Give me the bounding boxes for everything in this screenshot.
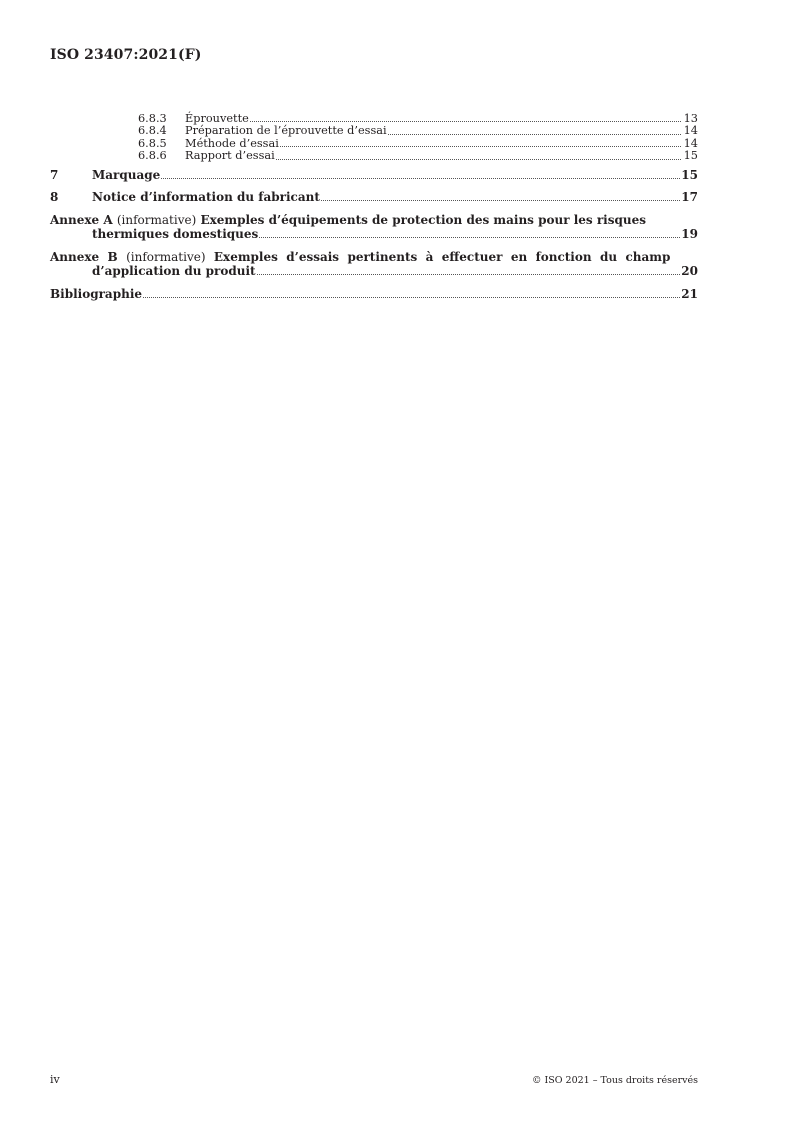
toc-entry-number: 6.8.6 [138, 149, 167, 163]
annex-label: Annexe B [50, 249, 118, 264]
annex-title-line2: d’application du produit [92, 263, 256, 278]
toc-entry-annex-a[interactable] [50, 213, 698, 241]
toc-entry-title: Marquage [92, 167, 161, 182]
toc-entry-6-8-6[interactable] [50, 150, 698, 162]
dot-leader [280, 145, 681, 147]
document-id-header: ISO 23407:2021(F) [50, 47, 202, 63]
dot-leader [388, 133, 681, 135]
dot-leader [250, 120, 681, 122]
toc-entry-page: 19 [681, 226, 698, 241]
annex-heading-continuation [50, 227, 698, 241]
dot-leader [143, 296, 680, 298]
annex-heading-line [50, 250, 698, 264]
table-of-contents [50, 113, 698, 301]
toc-entry-page: 15 [681, 167, 698, 182]
toc-entry-title: Préparation de l’éprouvette d’essai [185, 124, 387, 138]
toc-entry-number: 7 [50, 167, 59, 182]
toc-entry-number: 6.8.3 [138, 112, 167, 125]
annex-title-line1: Exemples d’équipements de protection des mains pour les risques [200, 212, 646, 227]
toc-entry-title: Éprouvette [185, 112, 249, 125]
annex-title-line1: Exemples d’essais pertinents à effectuer en fonction du champ [213, 249, 671, 264]
dot-leader [257, 273, 681, 275]
toc-entry-page: 14 [683, 136, 698, 150]
toc-entry-number: 8 [50, 189, 59, 204]
toc-entry-page: 13 [683, 112, 698, 125]
toc-entry-bibliography[interactable] [50, 287, 698, 301]
toc-entry-number: 6.8.5 [138, 136, 167, 150]
annex-label: Annexe A [50, 212, 113, 227]
dot-leader [161, 177, 680, 179]
dot-leader [259, 236, 680, 238]
annex-heading-line [50, 213, 698, 227]
dot-leader [321, 199, 680, 201]
copyright-notice: © ISO 2021 – Tous droits réservés [531, 1075, 698, 1086]
annex-type: (informative) [126, 249, 206, 264]
toc-entry-title: Rapport d’essai [185, 149, 275, 163]
toc-entry-number: 6.8.4 [138, 124, 167, 138]
toc-entry-page: 15 [683, 149, 698, 163]
toc-entry-page: 14 [683, 124, 698, 138]
dot-leader [276, 158, 681, 160]
toc-entry-6-8-4[interactable] [50, 125, 698, 137]
toc-entry-title: Méthode d’essai [185, 136, 279, 150]
toc-entry-page: 17 [681, 189, 698, 204]
annex-title-line2: thermiques domestiques [92, 226, 259, 241]
annex-type: (informative) [116, 212, 197, 227]
toc-entry-8[interactable] [50, 190, 698, 204]
annex-heading-continuation [50, 264, 698, 278]
toc-entry-page: 20 [681, 263, 698, 278]
page-number: iv [50, 1073, 60, 1086]
toc-entry-page: 21 [681, 286, 698, 301]
toc-entry-annex-b[interactable] [50, 250, 698, 278]
toc-entry-7[interactable] [50, 168, 698, 182]
toc-entry-title: Bibliographie [50, 286, 143, 301]
toc-entry-title: Notice d’information du fabricant [92, 189, 320, 204]
